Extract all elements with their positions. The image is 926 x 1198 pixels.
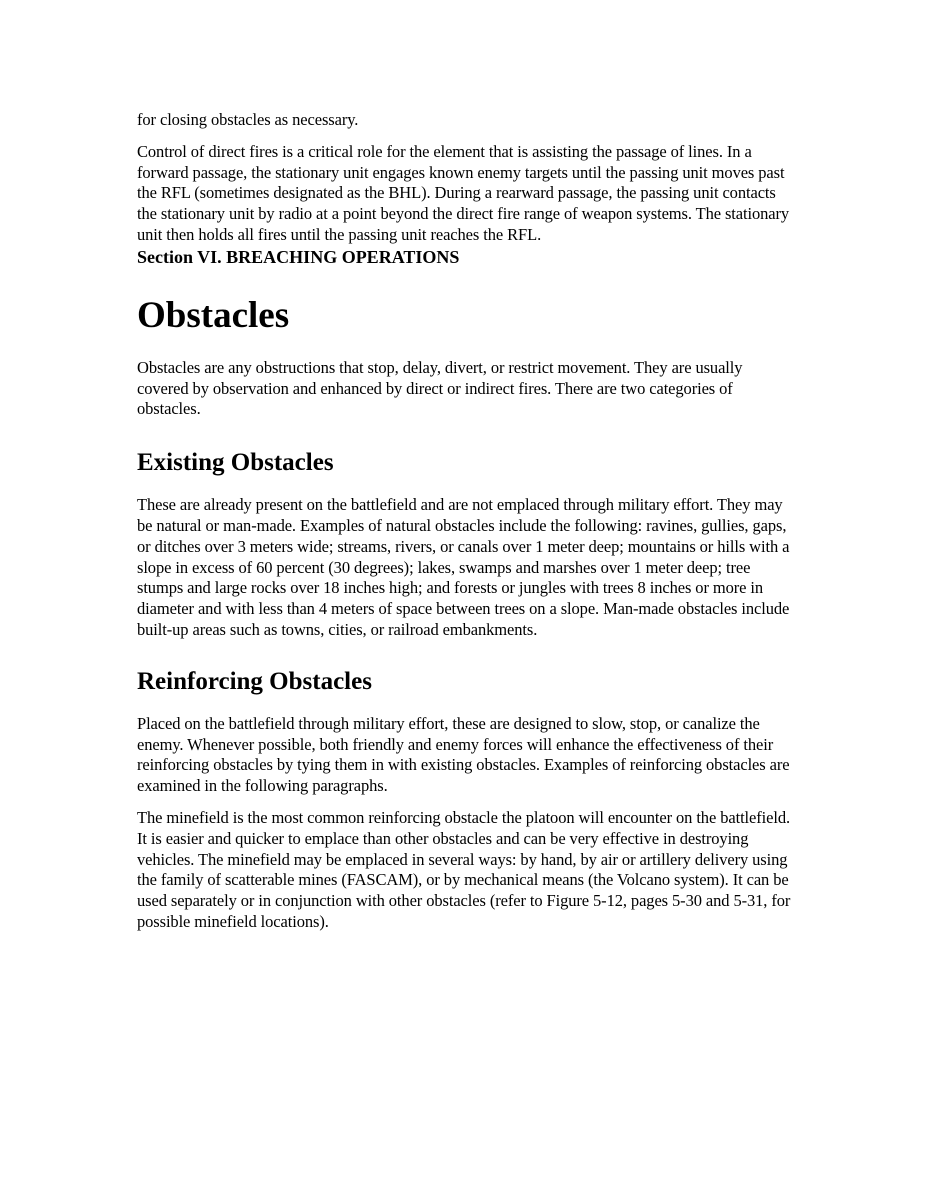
- direct-fires-paragraph: Control of direct fires is a critical role for the element that is assisting the passage of lines. In a forward passage, the stationary unit engages known enemy targets until the passing unit moves past the RFL (sometimes designated as the BHL). During a rearward passage, the passing unit contacts the stationary unit by radio at a point beyond the direct fire range of weapon systems. The stationary unit then holds all fires until the passing unit reaches the RFL.: [137, 141, 790, 244]
- reinforcing-obstacles-heading: Reinforcing Obstacles: [137, 667, 372, 695]
- minefield-paragraph: The minefield is the most common reinforcing obstacle the platoon will encounter on the battlefield. It is easier and quicker to emplace than other obstacles and can be very effective in destroying vehicles. The minefield may be emplaced in several ways: by hand, by air or artillery delivery using the family of scatterable mines (FASCAM), or by mechanical means (the Volcano system). It can be used separately or in conjunction with other obstacles (refer to Figure 5-12, pages 5-30 and 5-31, for possible minefield locations).: [137, 807, 791, 931]
- obstacles-intro-paragraph: Obstacles are any obstructions that stop, delay, divert, or restrict movement. They are usually covered by observation and enhanced by direct or indirect fires. There are two categories of obstacles.: [137, 357, 743, 419]
- document-page: [137, 110, 797, 933]
- section-heading: Section VI. BREACHING OPERATIONS: [137, 246, 460, 267]
- existing-obstacles-paragraph: These are already present on the battlefield and are not emplaced through military effort. They may be natural or man-made. Examples of natural obstacles include the following: ravines, gullies, gaps, or ditches over 3 meters wide; streams, rivers, or canals over 1 meter deep; mountains or hills with a slope in excess of 60 percent (30 degrees); lakes, swamps and marshes over 1 meter deep; tree stumps and large rocks over 18 inches high; and forests or jungles with trees 8 inches or more in diameter and with less than 4 meters of space between trees on a slope. Man-made obstacles include built-up areas such as towns, cities, or railroad embankments.: [137, 495, 790, 639]
- continuation-paragraph: for closing obstacles as necessary.: [137, 110, 359, 129]
- existing-obstacles-heading: Existing Obstacles: [137, 449, 334, 477]
- main-title: Obstacles: [137, 294, 290, 336]
- reinforcing-obstacles-paragraph: Placed on the battlefield through military effort, these are designed to slow, stop, or canalize the enemy. Whenever possible, both friendly and enemy forces will enhance the effectiveness of their reinforcing obstacles by tying them in with existing obstacles. Examples of reinforcing obstacles are examined in the following paragraphs.: [137, 713, 790, 796]
